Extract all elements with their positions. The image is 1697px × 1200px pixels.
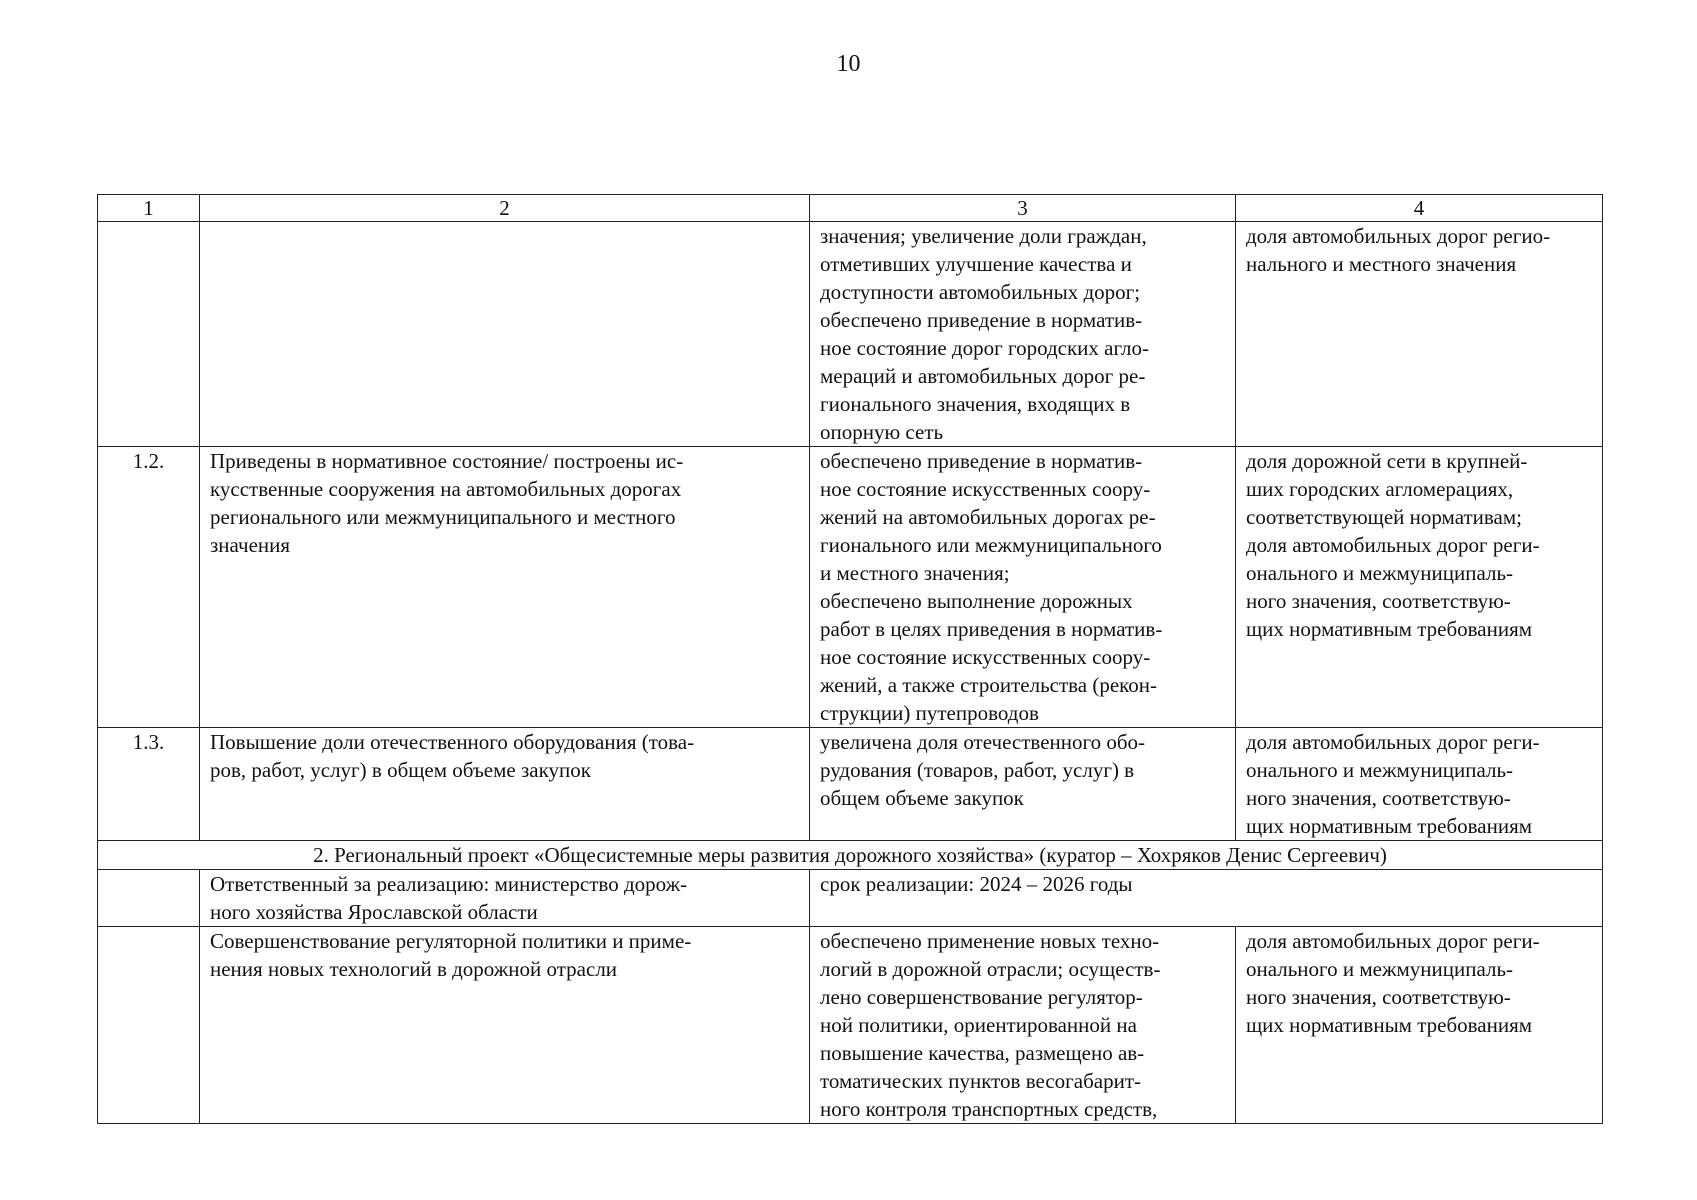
- section-row: [98, 841, 1603, 870]
- result-cell: обеспечено применение новых техно- логий в дорожной отрасли; осуществ- лено совершенствование регулятор- ной политики, ориентированной на повышение качества, размещено ав- томатических пунктов весогабарит- ного контроля транспортных средств,: [810, 927, 1236, 1124]
- table-row: [98, 447, 1603, 728]
- table-row: [98, 927, 1603, 1124]
- column-header: 4: [1236, 195, 1603, 222]
- section-title: 2. Региональный проект «Общесистемные меры развития дорожного хозяйства» (куратор – Хохряков Денис Сергеевич): [98, 841, 1603, 870]
- row-number: 1.3.: [98, 728, 200, 841]
- task-cell: Приведены в нормативное состояние/ построены ис- кусственные сооружения на автомобильных дорогах регионального или межмуниципального и местного значения: [200, 447, 810, 728]
- indicator-cell: доля автомобильных дорог реги- онального и межмуниципаль- ного значения, соответствую- щих нормативным требованиям: [1236, 927, 1603, 1124]
- results-table: [97, 194, 1603, 1124]
- indicator-cell: доля автомобильных дорог регио- нального и местного значения: [1236, 222, 1603, 447]
- indicator-cell: доля дорожной сети в крупней- ших городских агломерациях, соответствующей нормативам; доля автомобильных дорог реги- онального и межмуниципаль- ного значения, соответствую- щих нормативным требованиям: [1236, 447, 1603, 728]
- table-row: [98, 728, 1603, 841]
- result-cell: обеспечено приведение в норматив- ное состояние искусственных соору- жений на автомобильных дорогах ре- гионального или межмуниципального и местного значения; обеспечено выполнение дорожных работ в целях приведения в норматив- ное состояние искусственных соору- жений, а также строительства (рекон- струкции) путепроводов: [810, 447, 1236, 728]
- result-cell: значения; увеличение доли граждан, отметивших улучшение качества и доступности автомобильных дорог; обеспечено приведение в норматив- ное состояние дорог городских агло- мераций и автомобильных дорог ре- гионального значения, входящих в опорную сеть: [810, 222, 1236, 447]
- column-header: 3: [810, 195, 1236, 222]
- responsible-row: [98, 870, 1603, 927]
- table-row: [98, 222, 1603, 447]
- column-header: 1: [98, 195, 200, 222]
- result-cell: увеличена доля отечественного обо- рудования (товаров, работ, услуг) в общем объеме закупок: [810, 728, 1236, 841]
- row-number: [98, 222, 200, 447]
- indicator-cell: доля автомобильных дорог реги- онального и межмуниципаль- ного значения, соответствую- щих нормативным требованиям: [1236, 728, 1603, 841]
- term-cell: срок реализации: 2024 – 2026 годы: [810, 870, 1603, 927]
- row-number: [98, 870, 200, 927]
- row-number: [98, 927, 200, 1124]
- table-header-row: [98, 195, 1603, 222]
- column-header: 2: [200, 195, 810, 222]
- task-cell: [200, 222, 810, 447]
- responsible-cell: Ответственный за реализацию: министерство дорож- ного хозяйства Ярославской области: [200, 870, 810, 927]
- page-number: 10: [836, 51, 861, 77]
- row-number: 1.2.: [98, 447, 200, 728]
- task-cell: Повышение доли отечественного оборудования (това- ров, работ, услуг) в общем объеме закупок: [200, 728, 810, 841]
- task-cell: Совершенствование регуляторной политики и приме- нения новых технологий в дорожной отрасли: [200, 927, 810, 1124]
